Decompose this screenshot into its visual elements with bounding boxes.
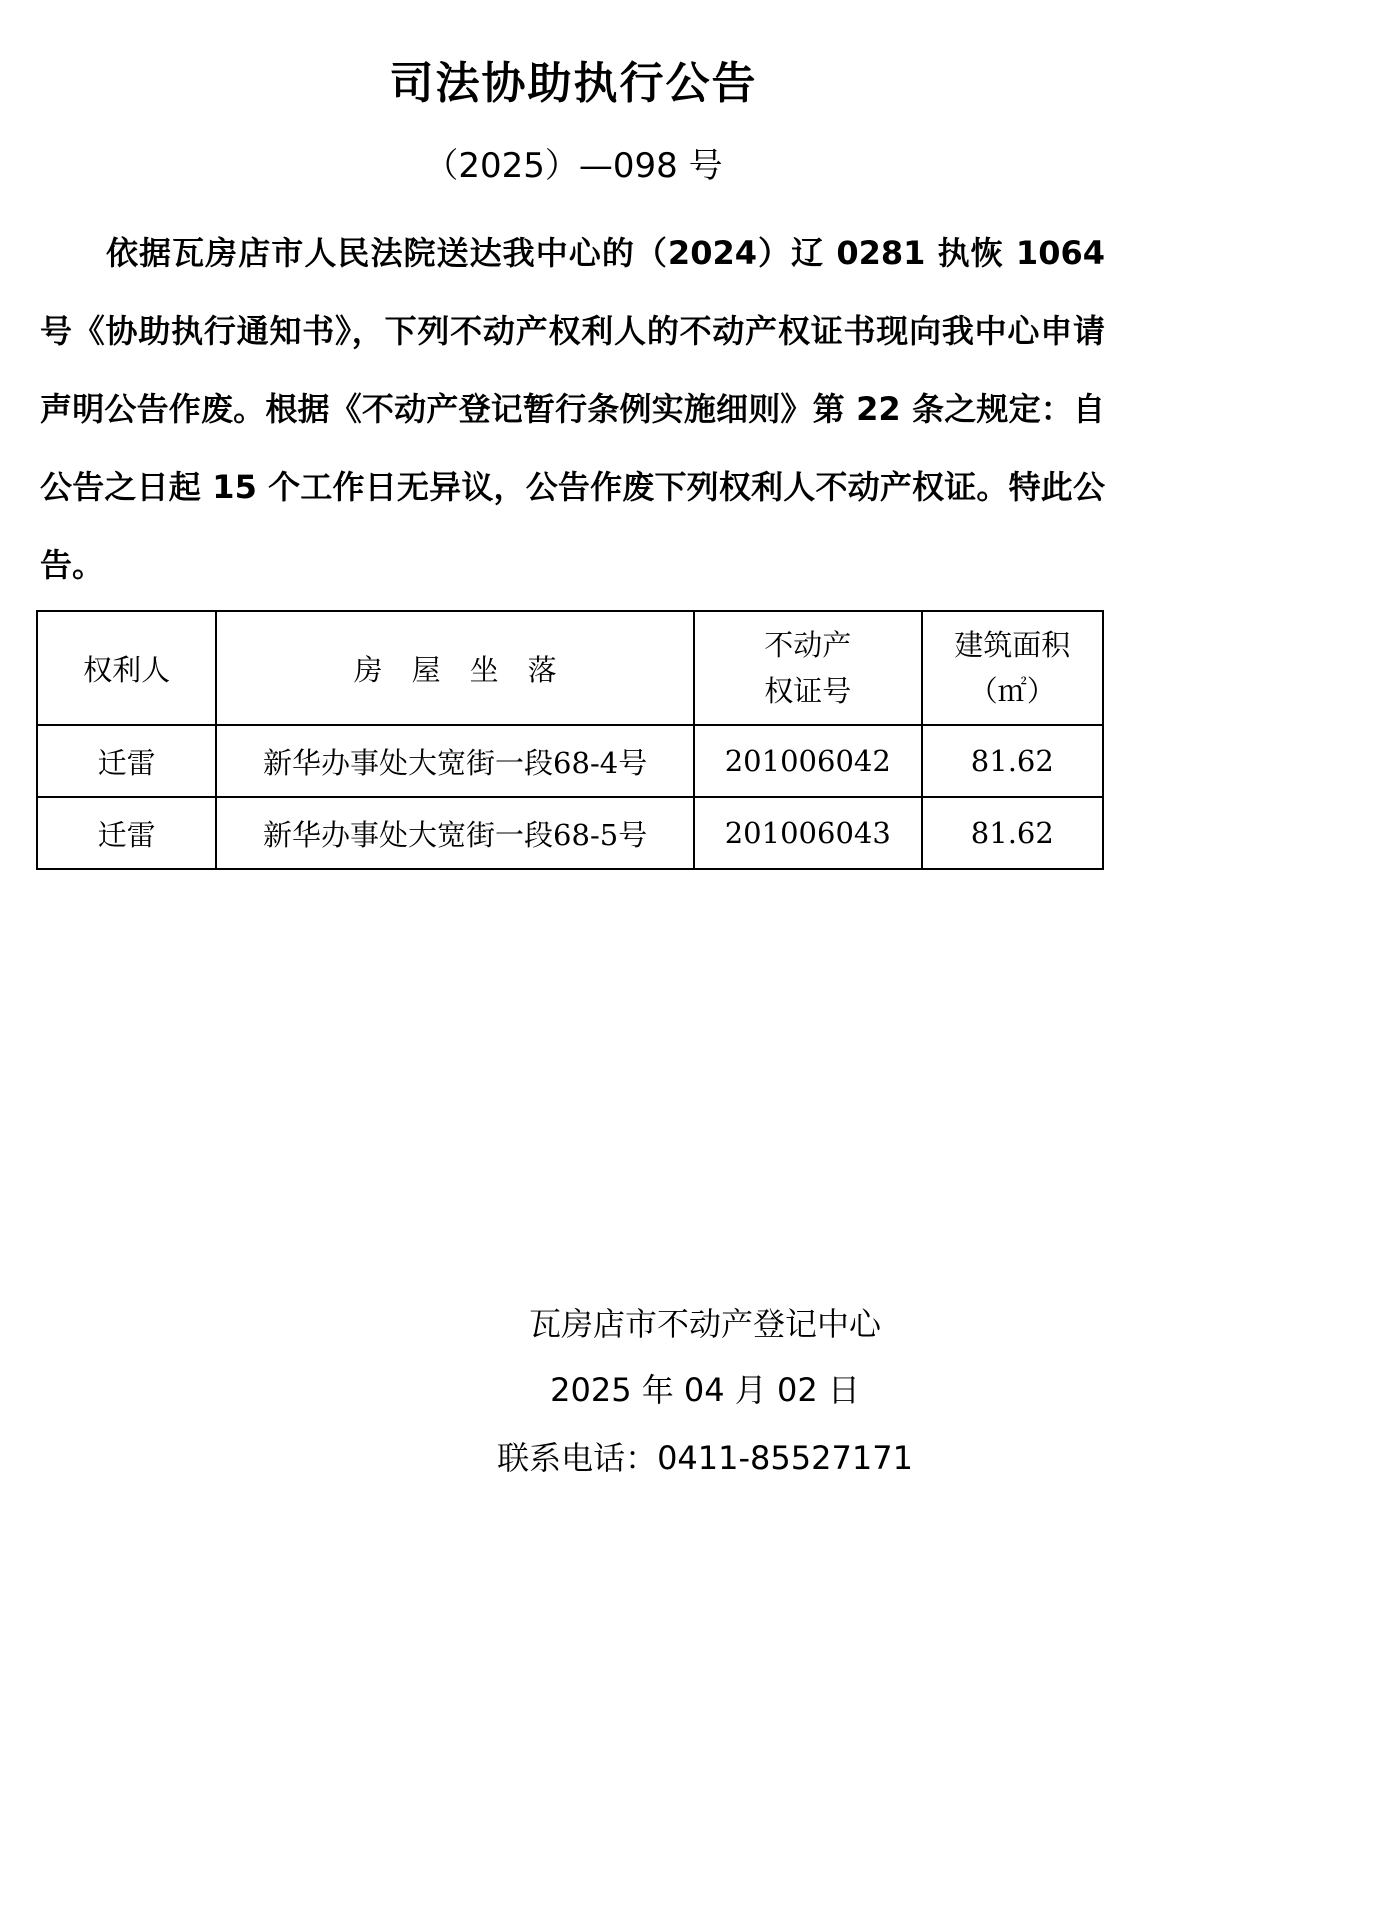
cell-address: 新华办事处大宽街一段68-4号 <box>216 725 694 797</box>
table-row <box>37 725 1103 797</box>
header-cert-line1: 不动产 <box>764 628 852 662</box>
notice-body: 依据瓦房店市人民法院送达我中心的（2024）辽 0281 执恢 1064 号《协助执行通知书》，下列不动产权利人的不动产权证书现向我中心申请声明公告作废。根据《不动产登记暂行条例实施细则》第 22 条之规定：自公告之日起 15 个工作日无异议，公告作废下列权利人不动产权证。特此公告。 <box>40 234 1105 584</box>
issue-date: 2025 年 04 月 02 日 <box>550 1371 860 1409</box>
contact-phone: 联系电话：0411-85527171 <box>497 1439 913 1477</box>
notice-title: 司法协助执行公告 <box>389 58 758 109</box>
header-owner: 权利人 <box>37 611 216 725</box>
cell-area: 81.62 <box>922 725 1103 797</box>
table-header-row <box>37 611 1103 725</box>
header-cert-line2: 权证号 <box>764 674 852 708</box>
cell-address: 新华办事处大宽街一段68-5号 <box>216 797 694 869</box>
issuing-organization: 瓦房店市不动产登记中心 <box>528 1305 881 1343</box>
cell-area: 81.62 <box>922 797 1103 869</box>
cell-cert-number: 201006042 <box>694 725 922 797</box>
cell-owner: 迁雷 <box>37 725 216 797</box>
header-area <box>922 611 1103 725</box>
header-area-line1: 建筑面积 <box>954 628 1071 662</box>
header-address: 房 屋 坐 落 <box>216 611 694 725</box>
cell-owner: 迁雷 <box>37 797 216 869</box>
header-cert-number <box>694 611 922 725</box>
header-area-line2: （㎡） <box>968 674 1056 708</box>
document-number: （2025）—098 号 <box>424 146 723 186</box>
certificate-table <box>36 610 1104 870</box>
table-row <box>37 797 1103 869</box>
cell-cert-number: 201006043 <box>694 797 922 869</box>
